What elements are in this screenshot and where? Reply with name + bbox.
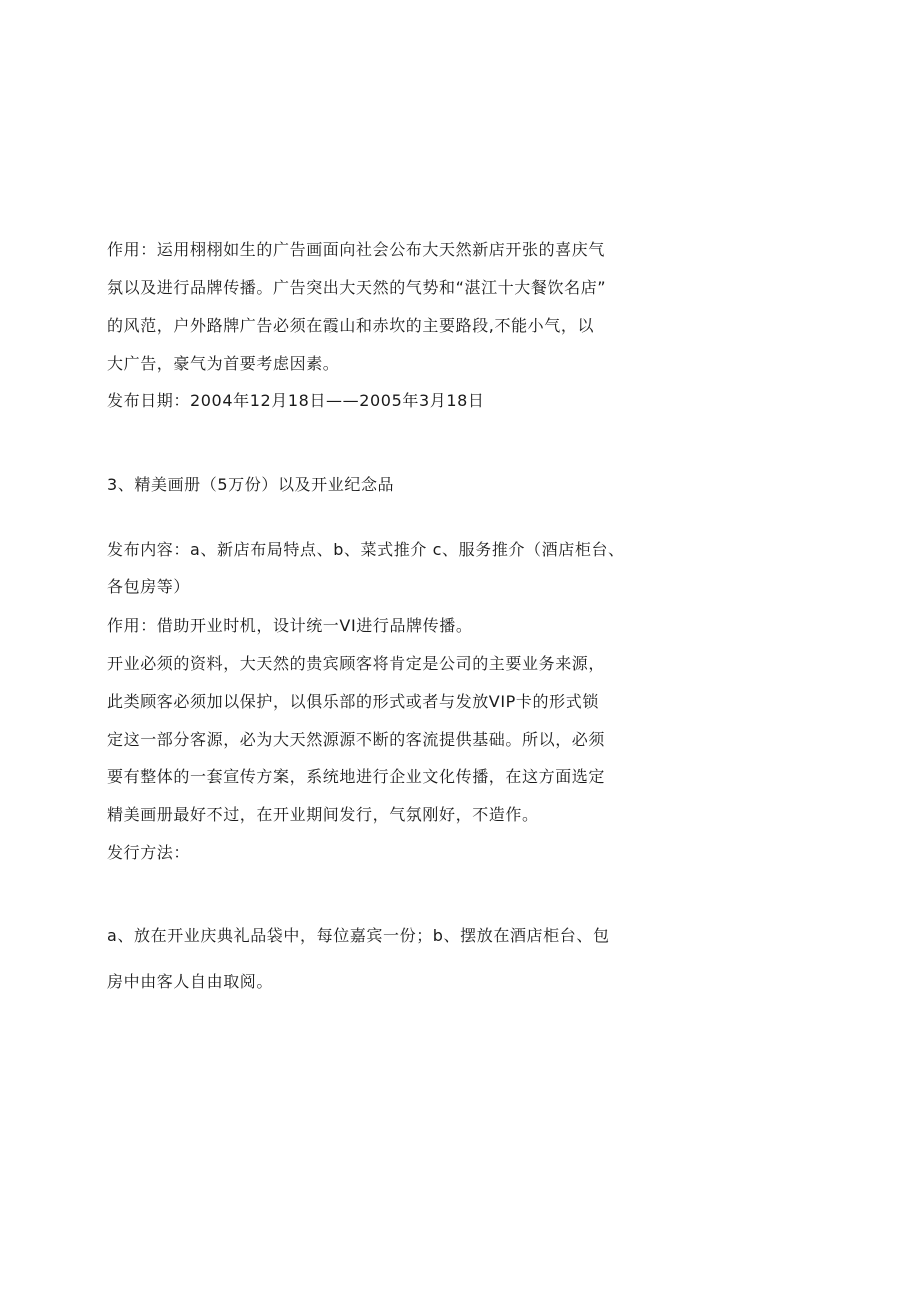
method-line-1: a、放在开业庆典礼品袋中，每位嘉宾一份；b、摆放在酒店柜台、包 bbox=[107, 926, 610, 945]
section-3-effect: 作用：借助开业时机，设计统一VI进行品牌传播。 bbox=[107, 616, 473, 635]
effect-line-3: 的风范，户外路牌广告必须在霞山和赤坎的主要路段,不能小气，以 bbox=[107, 316, 595, 335]
method-label: 发行方法： bbox=[107, 843, 191, 862]
method-line-2: 房中由客人自由取阅。 bbox=[107, 972, 274, 991]
body-line-2: 此类顾客必须加以保护，以俱乐部的形式或者与发放VIP卡的形式锁 bbox=[107, 692, 599, 711]
body-line-3: 定这一部分客源，必为大天然源源不断的客流提供基础。所以，必须 bbox=[107, 730, 606, 749]
publish-date: 发布日期：2004年12月18日——2005年3月18日 bbox=[107, 391, 485, 410]
effect-line-1: 作用：运用栩栩如生的广告画面向社会公布大天然新店开张的喜庆气 bbox=[107, 240, 606, 259]
content-line-2: 各包房等） bbox=[107, 577, 191, 596]
section-3-heading: 3、精美画册（5万份）以及开业纪念品 bbox=[107, 475, 395, 494]
body-line-5: 精美画册最好不过，在开业期间发行，气氛刚好，不造作。 bbox=[107, 805, 539, 824]
body-line-1: 开业必须的资料，大天然的贵宾顾客将肯定是公司的主要业务来源， bbox=[107, 654, 606, 673]
content-line-1: 发布内容：a、新店布局特点、b、菜式推介 c、服务推介（酒店柜台、 bbox=[107, 540, 625, 559]
effect-line-4: 大广告，豪气为首要考虑因素。 bbox=[107, 354, 340, 373]
body-line-4: 要有整体的一套宣传方案，系统地进行企业文化传播，在这方面选定 bbox=[107, 767, 606, 786]
effect-line-2: 氛以及进行品牌传播。广告突出大天然的气势和“湛江十大餐饮名店” bbox=[107, 278, 607, 297]
